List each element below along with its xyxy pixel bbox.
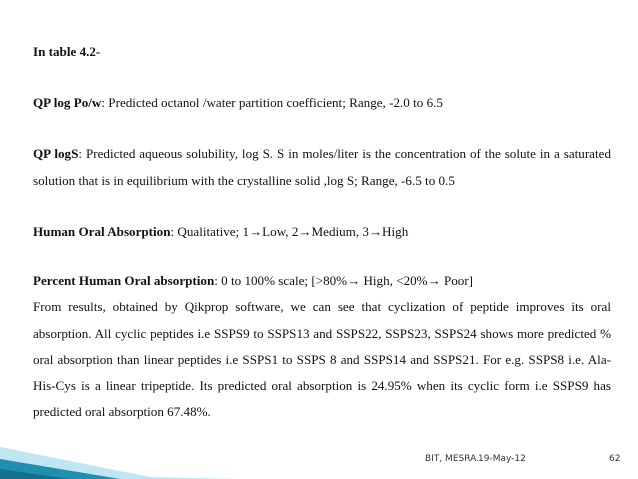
desc-percent-oral-absorption: : 0 to 100% scale; [>80%→ High, <20%→ Poor] [214, 273, 474, 288]
heading-text: In table 4.2- [33, 44, 101, 59]
definition-percent-oral-absorption [33, 268, 611, 426]
body-paragraph: From results, obtained by Qikprop software, we can see that cyclization of peptide improves its oral absorption. All cyclic peptides i.e SSPS9 to SSPS13 and SSPS22, SSPS23, SSPS24 shows more predicted % oral absorption than linear peptides i.e SSPS1 to SSPS 8 and SSPS14 and SSPS21. For e.g. SSPS8 i.e. Ala-His-Cys is a linear tripeptide. Its predicted oral absorption is 24.95% when its cyclic form i.e SSPS9 has predicted oral absorption 67.48%. [33, 299, 611, 420]
term-qplogpow: QP log Po/w [33, 95, 102, 110]
desc-qplogpow: : Predicted octanol /water partition coefficient; Range, -2.0 to 6.5 [101, 95, 443, 110]
footer-date: 19-May-12 [478, 454, 526, 464]
term-human-oral-absorption: Human Oral Absorption [33, 224, 171, 239]
definition-human-oral-absorption [33, 218, 611, 245]
desc-human-oral-absorption: : Qualitative; 1→Low, 2→Medium, 3→High [170, 224, 409, 239]
footer-page-number: 62 [609, 454, 621, 464]
footer-org: BIT, MESRA. [425, 454, 479, 464]
term-qplogs: QP logS [33, 146, 79, 161]
desc-qplogs: : Predicted aqueous solubility, log S. S in moles/liter is the concentration of the solute in a saturated solution that is in equilibrium with the crystalline solid ,log S; Range, -6.5 to 0.5 [33, 146, 611, 188]
definition-qplogs [33, 140, 611, 194]
heading [33, 38, 611, 65]
term-percent-oral-absorption: Percent Human Oral absorption [33, 273, 215, 288]
corner-decoration [0, 419, 240, 479]
definition-qplogpow [33, 89, 611, 116]
